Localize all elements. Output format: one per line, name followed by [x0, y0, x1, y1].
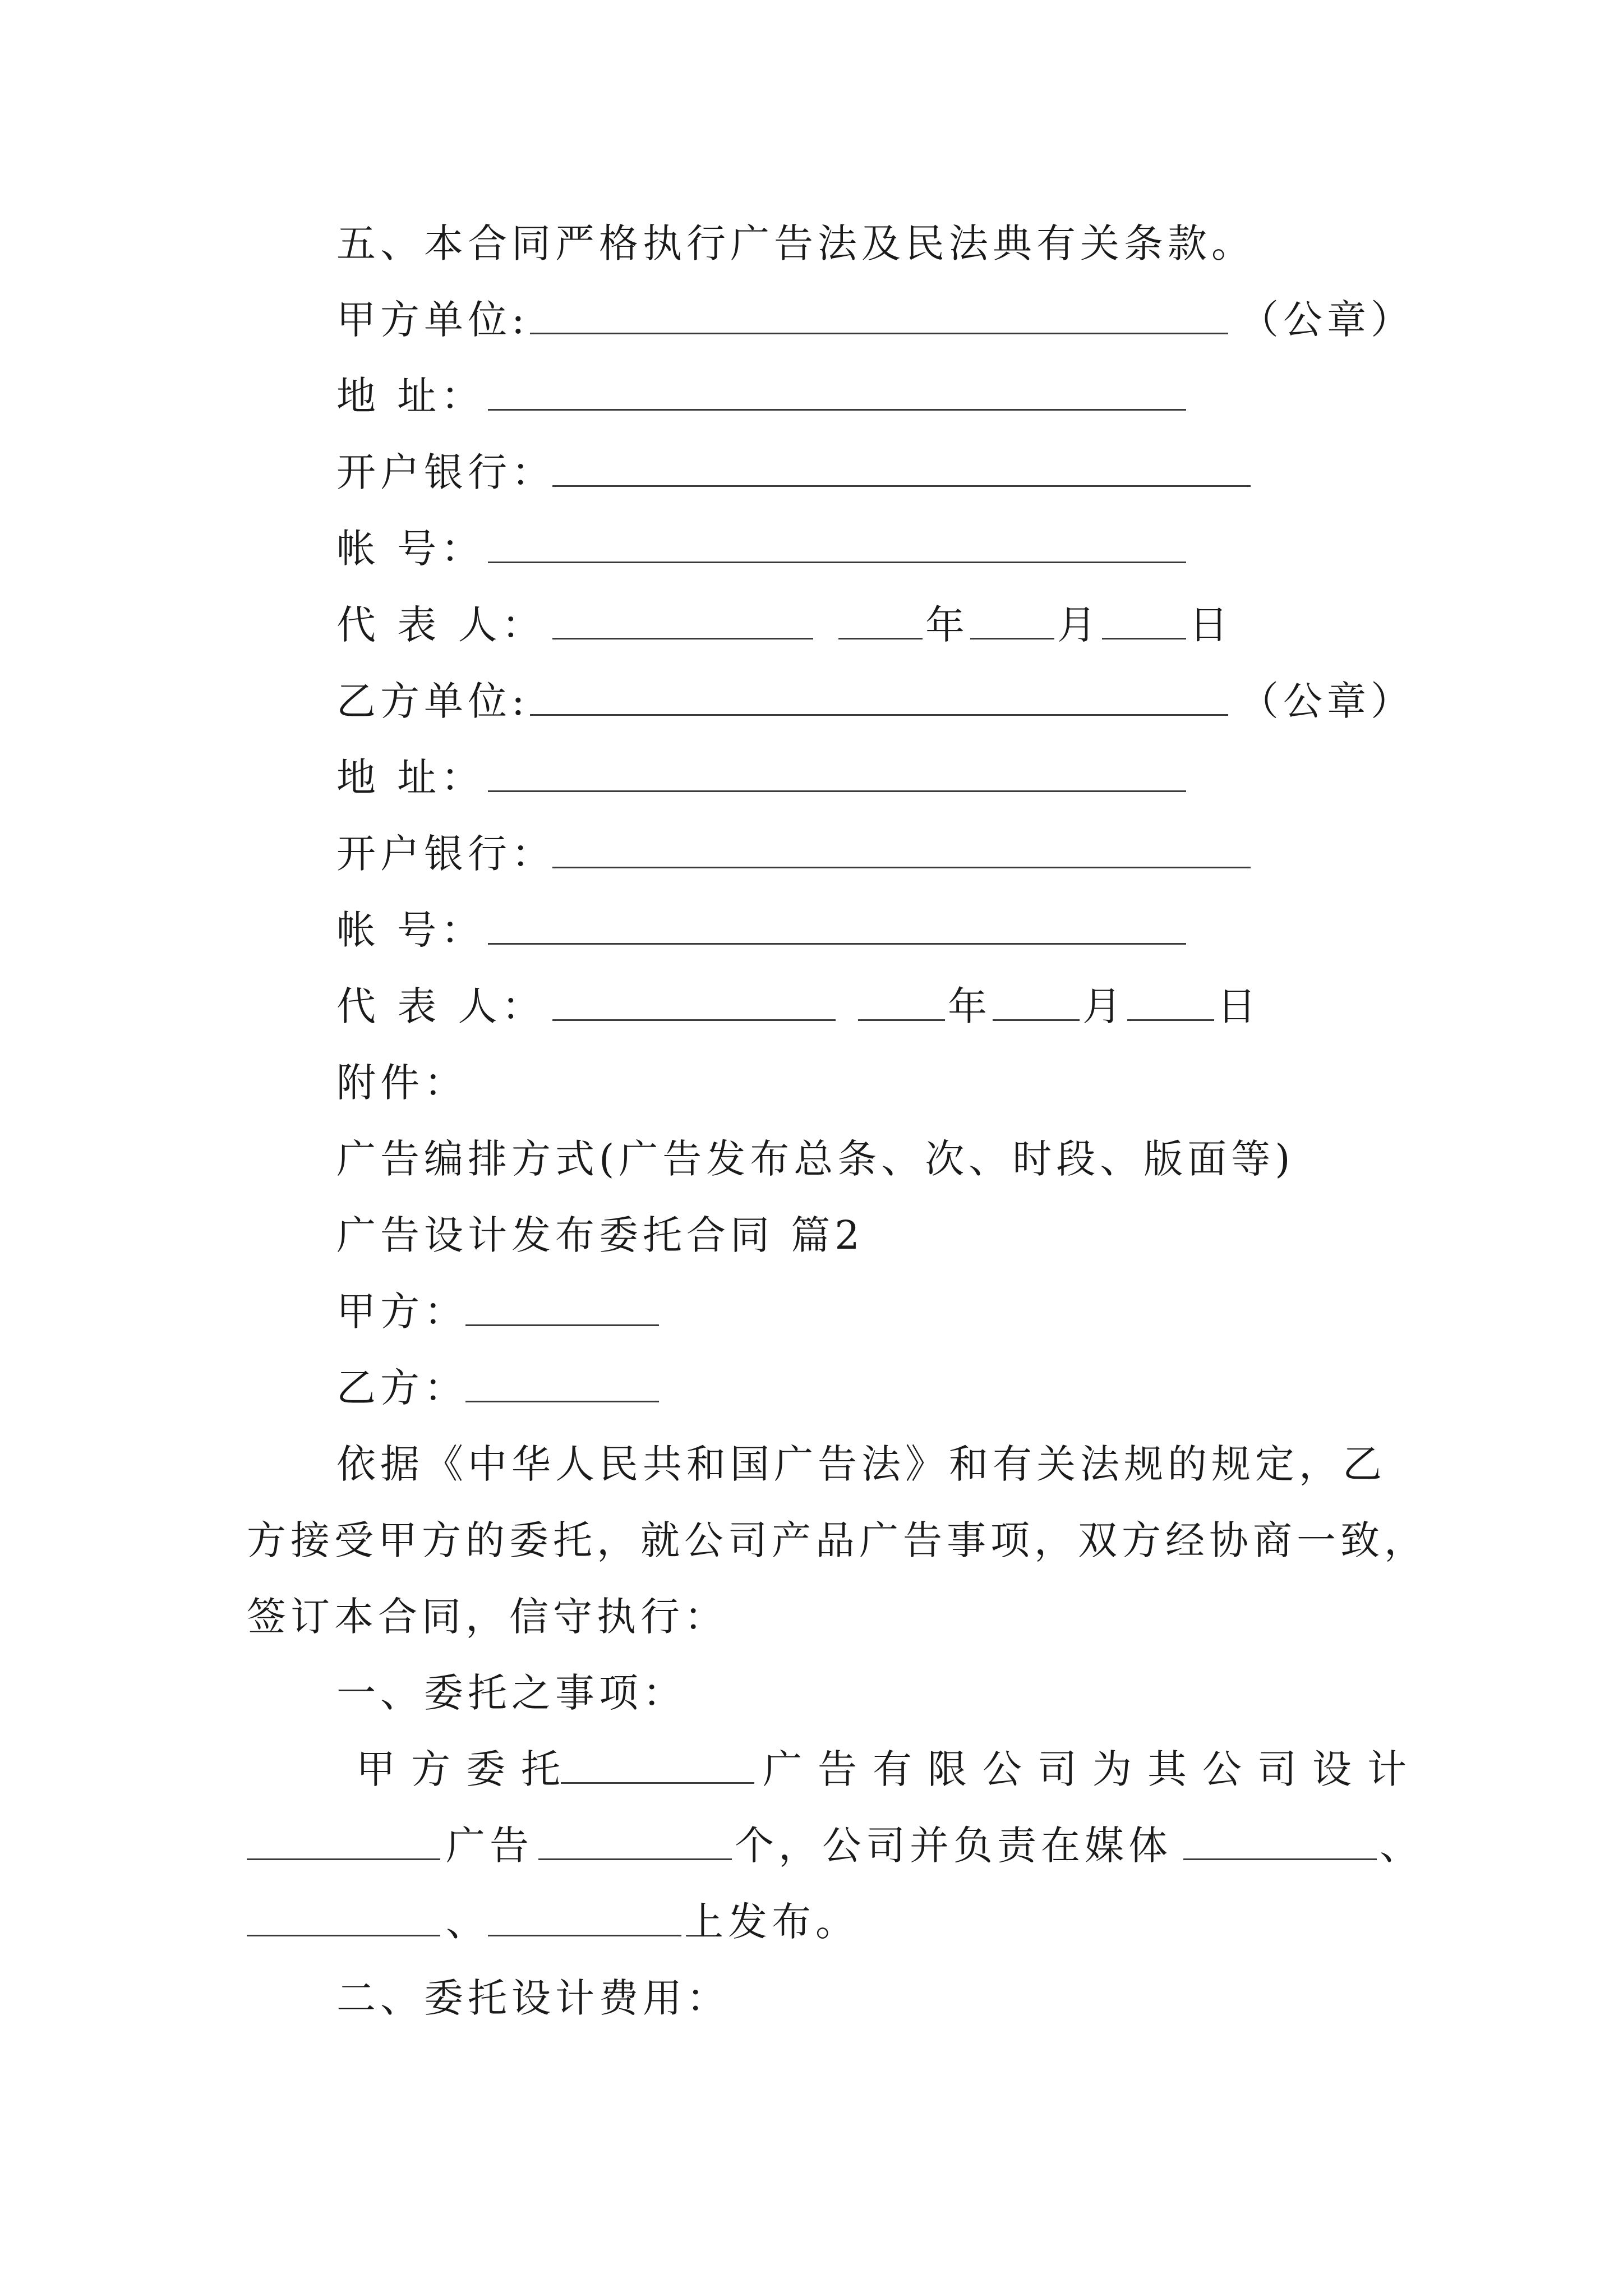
- party-b-account-label: 帐 号：: [336, 907, 485, 953]
- party-a-month-blank: [970, 638, 1054, 639]
- section-1-para-line-1: [0, 1741, 1623, 1797]
- party-b-bank-blank: [552, 867, 1251, 868]
- section-1-p2-blank-3: [1183, 1858, 1377, 1860]
- section-1-title: 一、委托之事项：: [336, 1670, 686, 1716]
- clause-5: [0, 215, 1623, 272]
- party-a-bank-row: [0, 444, 1623, 500]
- section-2-title: 二、委托设计费用：: [336, 1975, 730, 2021]
- party-b-seal: （公章）: [1239, 678, 1414, 724]
- clause-5-text: 五、本合同严格执行广告法及民法典有关条款。: [336, 220, 1255, 266]
- party-b-rep-label: 代 表 人：: [336, 983, 546, 1029]
- party-b-rep-blank: [552, 1019, 836, 1021]
- party-a-short-row: [0, 1283, 1623, 1340]
- party-b-unit-row: [0, 673, 1623, 729]
- party-a-year-blank: [838, 638, 923, 639]
- party-b-address-blank: [488, 790, 1186, 792]
- party-a-month: 月: [1057, 602, 1101, 648]
- section-2-title-row: [0, 1970, 1623, 2026]
- attachment-row: [0, 1055, 1623, 1111]
- party-a-unit-label: 甲方单位:: [336, 297, 529, 343]
- intro-text-3: 签订本合同，信守执行：: [247, 1594, 728, 1640]
- party-b-month-blank: [993, 1019, 1080, 1021]
- section-1-p2-b: 个，公司并负责在媒体: [735, 1823, 1172, 1869]
- party-b-short-row: [0, 1360, 1623, 1416]
- party-a-unit-row: [0, 292, 1623, 348]
- party-a-seal: （公章）: [1239, 297, 1414, 343]
- party-b-account-blank: [488, 943, 1186, 945]
- section-1-para-line-2: [0, 1818, 1623, 1874]
- party-b-year-blank: [858, 1019, 945, 1021]
- party-a-address-label: 地 址：: [336, 373, 485, 419]
- party-a-address-row: [0, 368, 1623, 424]
- layout-method-text: 广告编排方式(广告发布总条、次、时段、版面等): [336, 1136, 1295, 1182]
- section-1-p2-a: 广告: [446, 1823, 533, 1869]
- party-b-unit-label: 乙方单位:: [336, 678, 529, 724]
- party-a-rep-blank: [552, 638, 813, 639]
- party-a-account-label: 帐 号：: [336, 526, 485, 572]
- party-a-unit-blank: [530, 333, 1228, 334]
- party-a-rep-label: 代 表 人：: [336, 602, 546, 648]
- attachment-label: 附件：: [336, 1060, 468, 1106]
- party-a-bank-blank: [552, 485, 1251, 487]
- section-1-title-row: [0, 1665, 1623, 1721]
- party-b-bank-label: 开户银行：: [336, 831, 555, 877]
- party-a-account-row: [0, 521, 1623, 577]
- contract-2-title-row: [0, 1207, 1623, 1263]
- section-1-p2-blank-2: [538, 1858, 732, 1860]
- party-a-year: 年: [925, 602, 969, 648]
- section-1-p1-a: 甲方委托: [356, 1746, 576, 1792]
- layout-method-row: [0, 1131, 1623, 1187]
- party-a-day: 日: [1189, 602, 1233, 648]
- section-1-p3-blank-1: [247, 1935, 440, 1936]
- party-a-day-blank: [1102, 638, 1186, 639]
- contract-2-title: 广告设计发布委托合同 篇2: [336, 1212, 864, 1258]
- party-b-unit-blank: [530, 714, 1228, 716]
- party-b-address-label: 地 址：: [336, 754, 485, 800]
- section-1-p1-b: 广告有限公司为其公司设计: [763, 1746, 1422, 1792]
- section-1-p3-a: 、: [446, 1899, 490, 1945]
- party-b-year: 年: [948, 983, 992, 1029]
- party-b-address-row: [0, 749, 1623, 806]
- intro-line-1: [0, 1436, 1623, 1492]
- intro-line-2: [0, 1512, 1623, 1568]
- section-1-p1-blank: [561, 1782, 754, 1784]
- party-b-month: 月: [1082, 983, 1126, 1029]
- section-1-para-line-3: [0, 1894, 1623, 1950]
- intro-text-1: 依据《中华人民共和国广告法》和有关法规的规定，乙: [336, 1441, 1386, 1487]
- intro-text-2: 方接受甲方的委托，就公司产品广告事项，双方经协商一致，: [247, 1517, 1428, 1563]
- party-a-short-label: 甲方：: [336, 1289, 468, 1335]
- section-1-p2-c: 、: [1380, 1823, 1423, 1869]
- party-a-bank-label: 开户银行：: [336, 449, 555, 495]
- party-b-day-blank: [1127, 1019, 1214, 1021]
- section-1-p3-blank-2: [488, 1935, 681, 1936]
- party-b-bank-row: [0, 826, 1623, 882]
- party-b-day: 日: [1217, 983, 1261, 1029]
- section-1-p2-blank-1: [247, 1858, 440, 1860]
- party-b-short-blank: [465, 1401, 659, 1402]
- intro-line-3: [0, 1589, 1623, 1645]
- party-b-rep-row: [0, 978, 1623, 1034]
- party-a-short-blank: [465, 1324, 659, 1326]
- party-a-address-blank: [488, 409, 1186, 411]
- party-b-account-row: [0, 902, 1623, 958]
- section-1-p3-b: 上发布。: [684, 1899, 859, 1945]
- party-b-short-label: 乙方：: [336, 1365, 468, 1411]
- party-a-account-blank: [488, 562, 1186, 563]
- party-a-rep-row: [0, 597, 1623, 653]
